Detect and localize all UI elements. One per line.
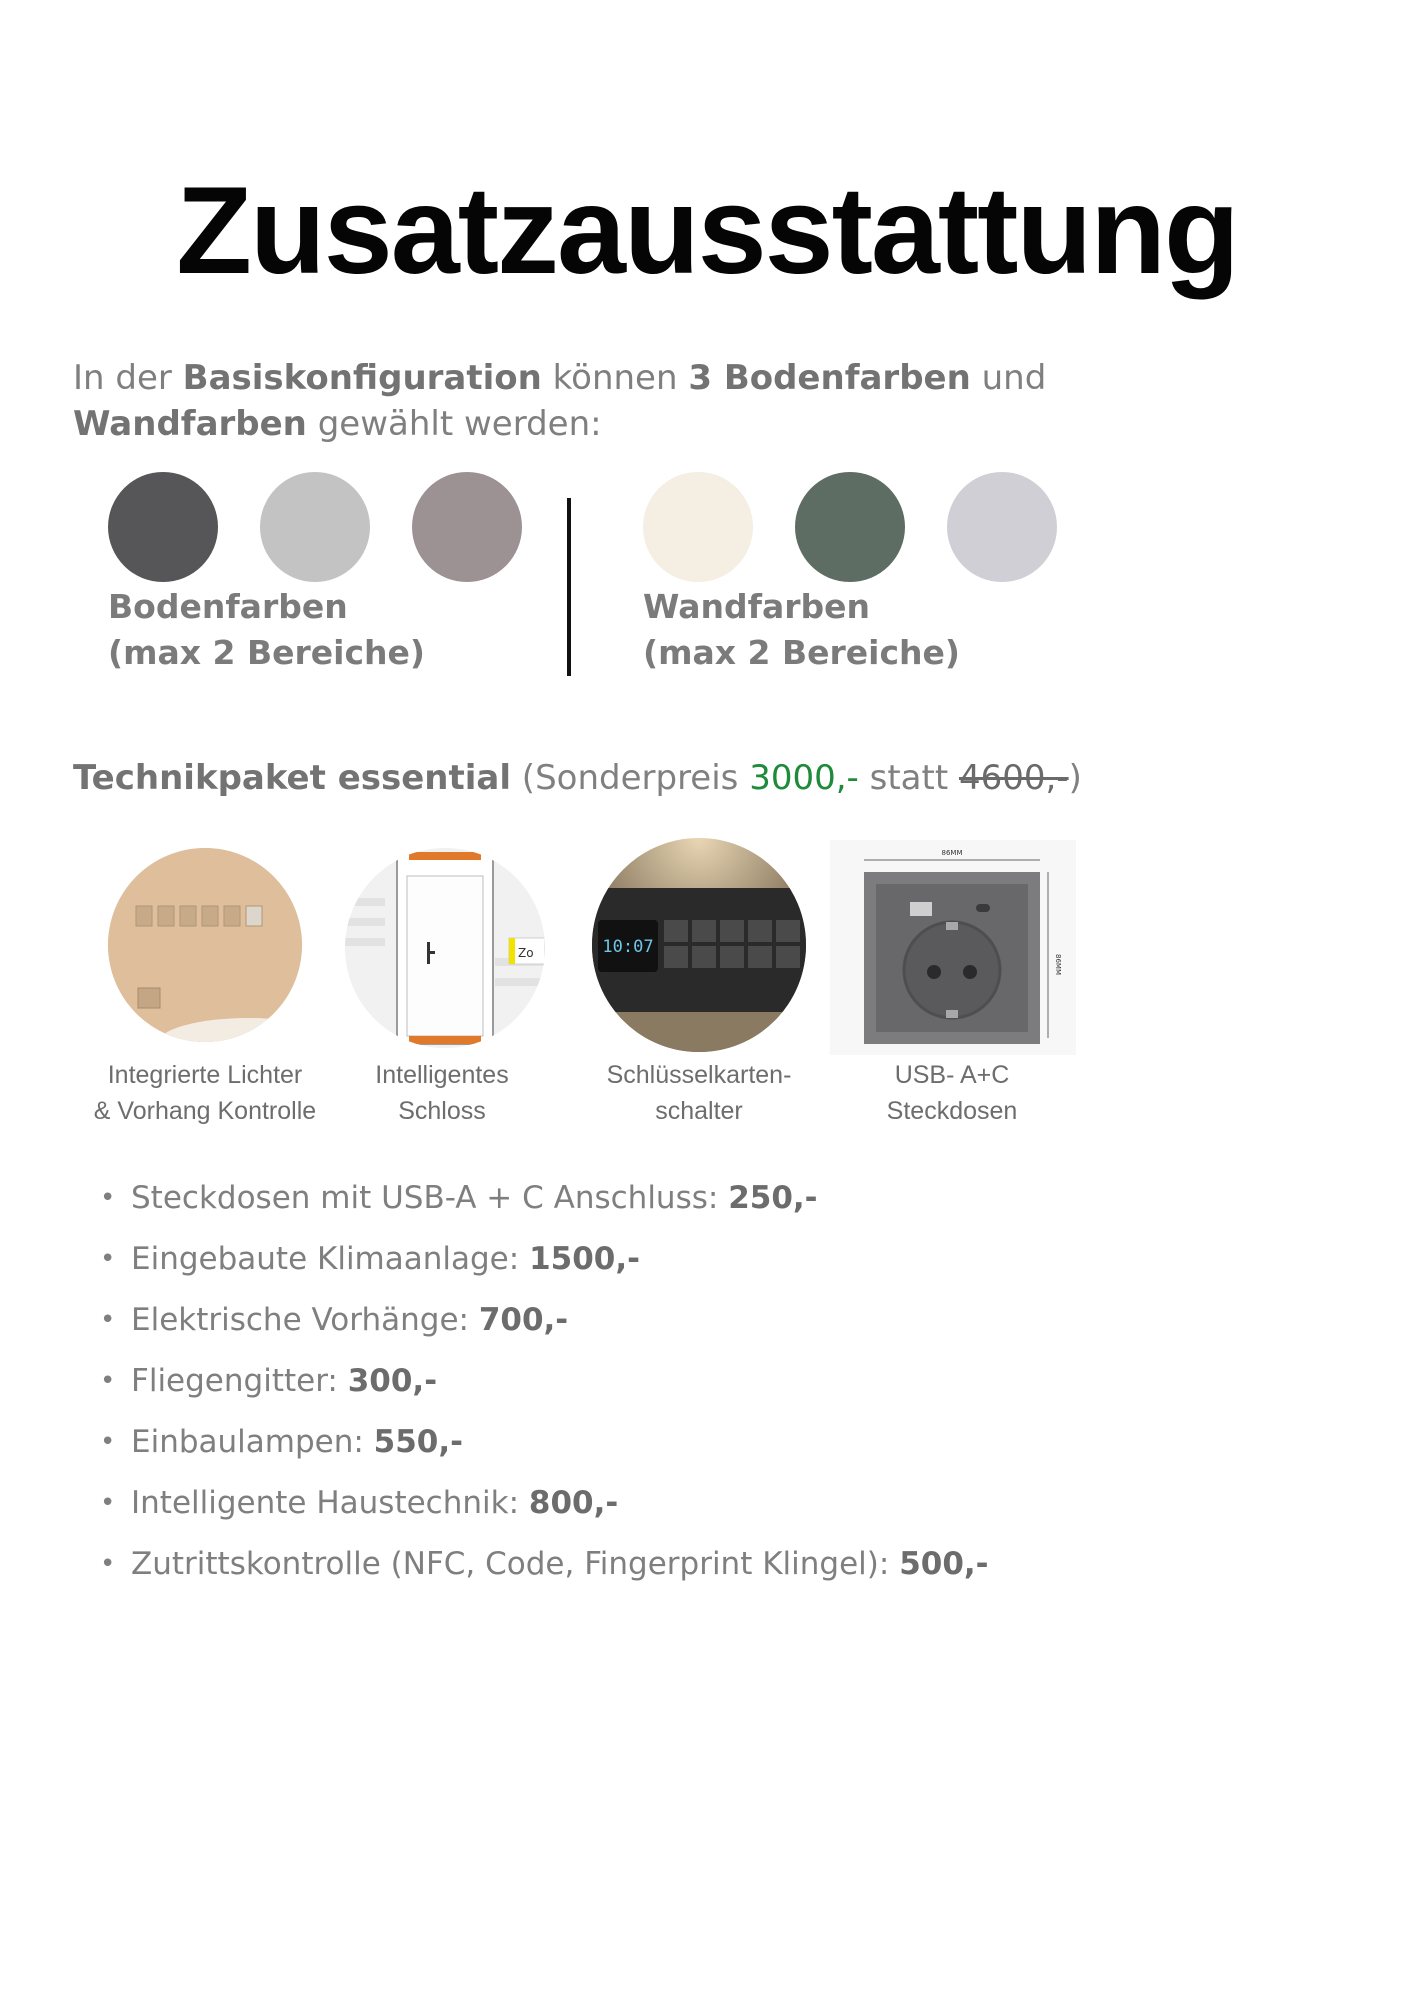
feature-keycard-caption: Schlüsselkarten- schalter bbox=[606, 1061, 792, 1125]
intro-text: In der Basiskonfiguration können 3 Bodenfarben und Wandfarben gewählt werden: bbox=[73, 358, 1047, 444]
list-item: • Intelligente Haustechnik: 800,- bbox=[100, 1473, 989, 1534]
feature-usb-caption: USB- A+C Steckdosen bbox=[886, 1061, 1018, 1125]
floor-color-swatch-1[interactable] bbox=[108, 472, 218, 582]
wall-color-swatch-1[interactable] bbox=[643, 472, 753, 582]
list-item: • Zutrittskontrolle (NFC, Code, Fingerprint Klingel): 500,- bbox=[100, 1534, 989, 1595]
page-title: Zusatzausstattung bbox=[176, 162, 1238, 300]
usb-socket-photo-icon bbox=[830, 840, 1076, 1055]
usb-dim-side: 86MM bbox=[1054, 954, 1062, 975]
feature-lock-caption: Intelligentes Schloss bbox=[375, 1061, 509, 1125]
wall-color-swatch-3[interactable] bbox=[947, 472, 1057, 582]
feature-lights-caption: Integrierte Lichter & Vorhang Kontrolle bbox=[93, 1061, 317, 1125]
special-price: 3000,- bbox=[749, 758, 859, 798]
list-item: • Elektrische Vorhänge: 700,- bbox=[100, 1290, 989, 1351]
keycard-clock-text: 10:07 bbox=[602, 937, 654, 957]
lock-tag-text: Zo bbox=[518, 946, 534, 960]
list-item: • Fliegengitter: 300,- bbox=[100, 1351, 989, 1412]
floor-color-swatch-3[interactable] bbox=[412, 472, 522, 582]
wall-colors-label: Wandfarben (max 2 Bereiche) bbox=[643, 587, 960, 672]
price-list bbox=[100, 1168, 989, 1595]
wall-color-swatch-2[interactable] bbox=[795, 472, 905, 582]
list-item: • Steckdosen mit USB-A + C Anschluss: 250,- bbox=[100, 1168, 989, 1229]
list-item: • Einbaulampen: 550,- bbox=[100, 1412, 989, 1473]
keycard-switch-photo-icon bbox=[592, 838, 806, 1052]
usb-dim-top: 86MM bbox=[941, 849, 963, 857]
smart-lock-photo-icon bbox=[345, 848, 545, 1048]
old-price: 4600,- bbox=[958, 758, 1069, 798]
color-group-divider bbox=[567, 498, 571, 676]
light-switch-photo-icon bbox=[108, 848, 302, 1042]
floor-colors-label: Bodenfarben (max 2 Bereiche) bbox=[108, 587, 425, 672]
floor-color-swatch-2[interactable] bbox=[260, 472, 370, 582]
package-heading: Technikpaket essential (Sonderpreis 3000,- statt 4600,-) bbox=[73, 758, 1082, 798]
list-item: • Eingebaute Klimaanlage: 1500,- bbox=[100, 1229, 989, 1290]
